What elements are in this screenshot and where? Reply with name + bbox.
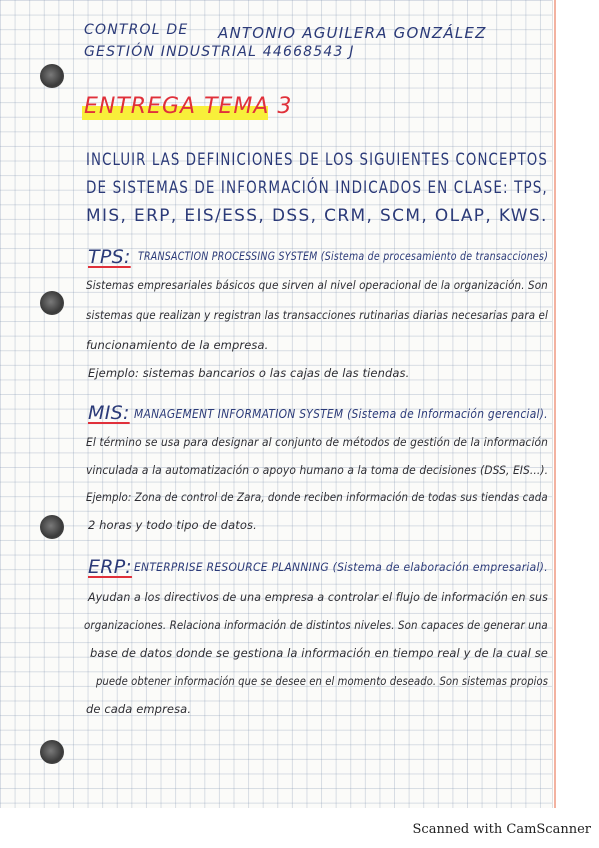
mis-example: Ejemplo: Zona de control de Zara, donde reciben información de todas sus tiendas cada — [86, 490, 548, 504]
scanner-watermark: Scanned with CamScanner — [412, 822, 591, 837]
mis-text-line: 2 horas y todo tipo de datos. — [88, 518, 257, 532]
task-line-3: MIS, ERP, EIS/ESS, DSS, CRM, SCM, OLAP, KWS. — [86, 206, 548, 226]
erp-text-line: de cada empresa. — [86, 702, 192, 716]
mis-text-line: El término se usa para designar al conjunto de métodos de gestión de la información — [86, 435, 549, 449]
page-title: ENTREGA TEMA 3 — [84, 94, 293, 119]
erp-text-line: base de datos donde se gestiona la información en tiempo real y de la cual se — [90, 646, 548, 660]
tps-text-line: sistemas que realizan y registran las transacciones rutinarias diarias necesarias para el — [86, 308, 548, 322]
student-name: ANTONIO AGUILERA GONZÁLEZ — [218, 24, 487, 42]
binder-hole — [40, 64, 64, 88]
erp-text-line: Ayudan a los directivos de una empresa a controlar el flujo de información en sus — [88, 590, 548, 604]
mis-abbr: MIS: — [88, 402, 130, 424]
tps-heading: TRANSACTION PROCESSING SYSTEM (Sistema de procesamiento de transacciones) — [138, 249, 549, 263]
tps-text-line: funcionamiento de la empresa. — [86, 338, 269, 352]
title-block — [84, 94, 292, 119]
erp-text-line: puede obtener información que se desee en el momento deseado. Son sistemas propios — [96, 674, 549, 688]
binder-hole — [40, 515, 64, 539]
margin-line — [554, 0, 556, 808]
tps-text-line: Sistemas empresariales básicos que sirven al nivel operacional de la organización. Son — [86, 278, 548, 292]
erp-abbr: ERP: — [88, 556, 132, 578]
task-line-2: DE SISTEMAS DE INFORMACIÓN INDICADOS EN CLASE: TPS, — [86, 178, 548, 198]
binder-hole — [40, 291, 64, 315]
course-name-line2: GESTIÓN INDUSTRIAL 44668543 J — [84, 44, 355, 60]
tps-abbr: TPS: — [88, 246, 131, 268]
erp-heading: ENTERPRISE RESOURCE PLANNING (Sistema de elaboración empresarial). — [134, 560, 548, 574]
mis-text-line: vinculada a la automatización o apoyo humano a la toma de decisiones (DSS, EIS...). — [86, 463, 549, 477]
task-line-1: INCLUIR LAS DEFINICIONES DE LOS SIGUIENTES CONCEPTOS — [86, 150, 548, 170]
erp-text-line: organizaciones. Relaciona información de distintos niveles. Son capaces de generar una — [84, 618, 548, 632]
tps-example: Ejemplo: sistemas bancarios o las cajas de las tiendas. — [88, 366, 410, 380]
course-name-line1: CONTROL DE — [84, 22, 189, 38]
mis-heading: MANAGEMENT INFORMATION SYSTEM (Sistema de Información gerencial). — [134, 406, 548, 421]
binder-hole — [40, 740, 64, 764]
